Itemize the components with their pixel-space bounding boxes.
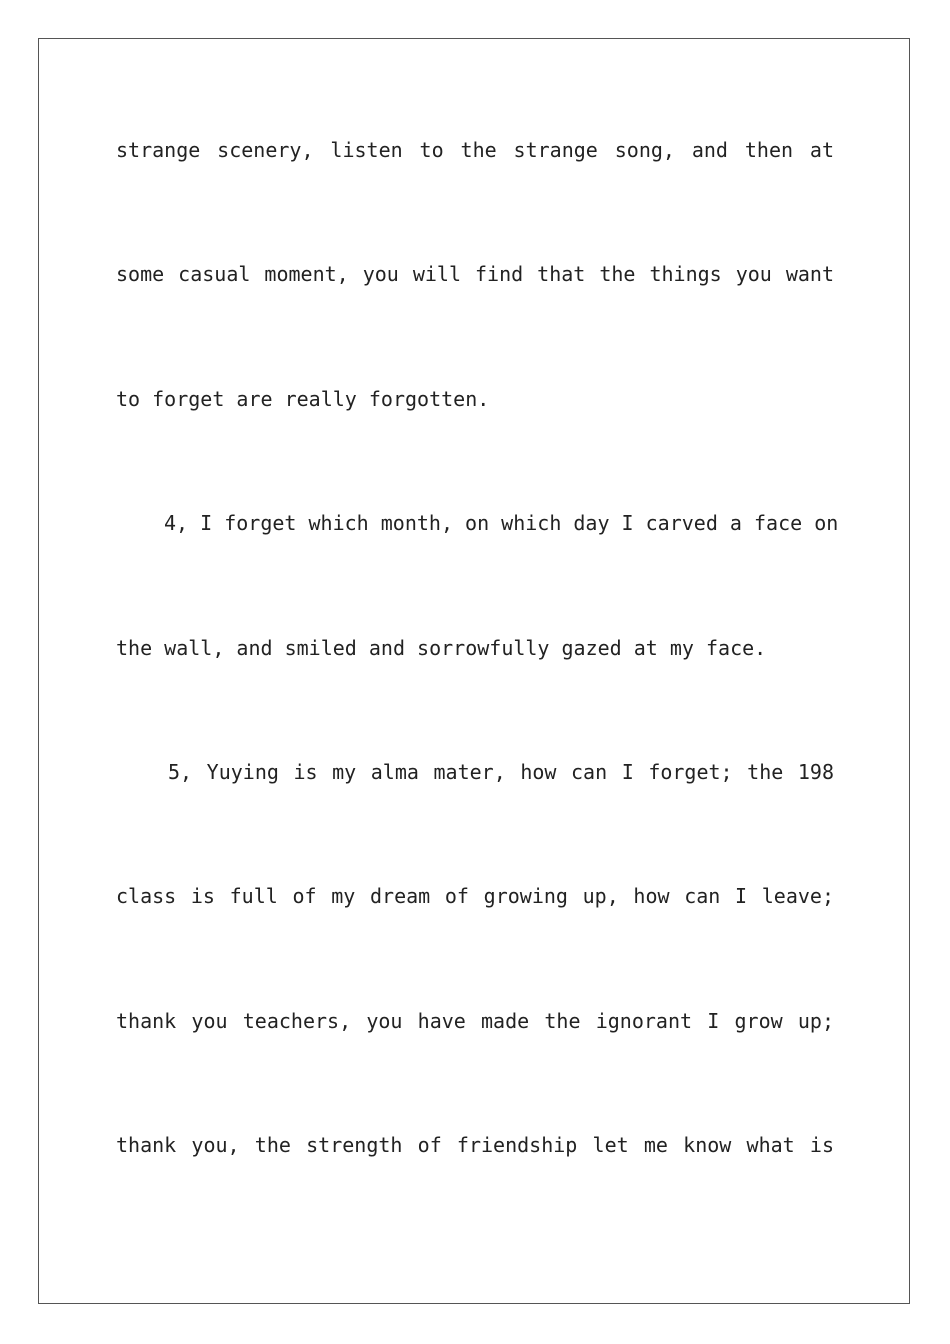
paragraph-line: 5, Yuying is my alma mater, how can I forget; the 198 (168, 760, 834, 784)
paragraph-line: class is full of my dream of growing up, how can I leave; (116, 884, 834, 908)
paragraph-line: strange scenery, listen to the strange song, and then at (116, 138, 834, 162)
paragraph-line: 4, I forget which month, on which day I carved a face on (164, 511, 839, 535)
paragraph-line: to forget are really forgotten. (116, 387, 490, 411)
paragraph-line: some casual moment, you will find that the things you want (116, 262, 834, 286)
paragraph-line: thank you, the strength of friendship let me know what is (116, 1133, 834, 1157)
paragraph-line: thank you teachers, you have made the ignorant I grow up; (116, 1009, 834, 1033)
page-border (38, 38, 910, 1304)
paragraph-line: the wall, and smiled and sorrowfully gazed at my face. (116, 636, 767, 660)
